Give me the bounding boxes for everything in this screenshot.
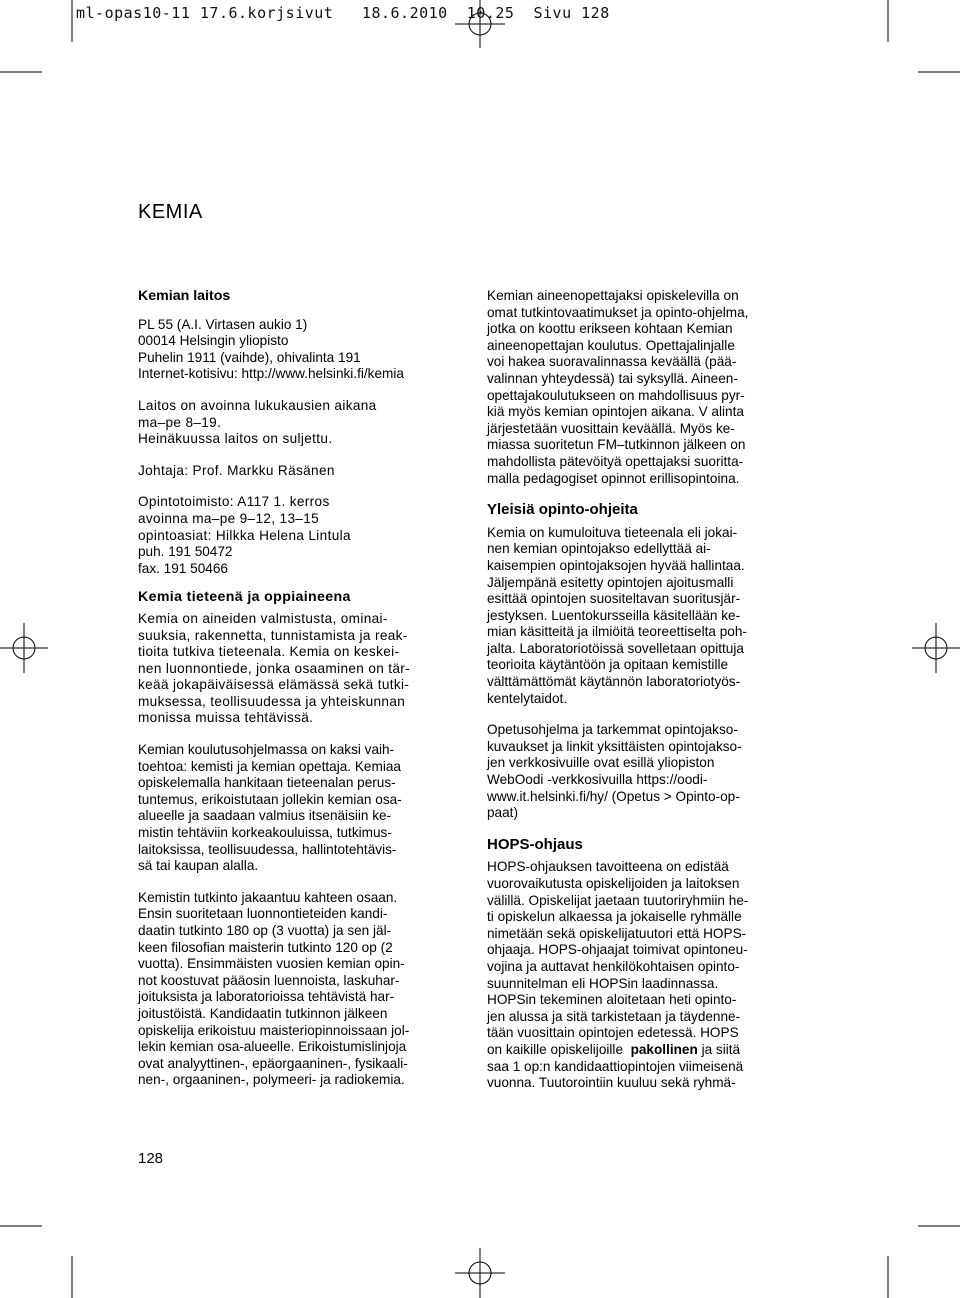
- office-line: avoinna ma–pe 9–12, 13–15: [138, 510, 320, 526]
- text-line: välillä. Opiskelijat jaetaan tuutoriryhmiin he-: [487, 892, 749, 908]
- text-line: suunnitelman eli HOPSin laadinnassa.: [487, 975, 719, 991]
- office-line: fax. 191 50466: [138, 560, 228, 576]
- text-line: joituksista ja laboratorioissa tehtävistä har-: [138, 989, 395, 1005]
- text-line: jen alussa ja sitä tarkistetaan ja täydenne-: [487, 1008, 741, 1024]
- text-line: saa 1 op:n kandidaattiopintojen viimeisenä: [487, 1058, 744, 1074]
- text-line: Kemian koulutusohjelmassa on kaksi vaih-: [138, 742, 395, 758]
- print-slug: ml-opas10-11 17.6.korjsivut 18.6.2010 10.25 Sivu 128: [76, 4, 610, 22]
- text-line: nen kemian opintojakso edellyttää ai-: [487, 541, 711, 557]
- text-line: Kemian aineenopettajaksi opiskelevilla on: [487, 288, 739, 303]
- science-paragraph: [138, 611, 428, 727]
- science-heading: Kemia tieteenä ja oppiaineena: [138, 589, 351, 606]
- office-line: Opintotoimisto: A117 1. kerros: [138, 494, 330, 510]
- text-line: keää jokapäiväisessä elämässä sekä tutki-: [138, 677, 410, 693]
- text-line: Kemistin tutkinto jakaantuu kahteen osaan.: [138, 889, 398, 905]
- text-line: nimetään sekä opiskelijatuutori että HOPS-: [487, 925, 747, 941]
- study-office: [138, 494, 428, 577]
- text-line: ohjaaja. HOPS-ohjaajat toimivat opintoneu-: [487, 942, 748, 958]
- text-line: miassa suoritetun FM–tutkinnon jälkeen on: [487, 437, 746, 453]
- text-line: tään vuosittain opintojen edetessä. HOPS: [487, 1025, 739, 1041]
- page-number: 128: [138, 1150, 164, 1167]
- curriculum-paragraph: [487, 722, 807, 822]
- text-line: tioita tutkiva tieteenala. Kemia on keskei-: [138, 644, 400, 660]
- text-line: jotka on koottu erikseen kohtaan Kemian: [487, 321, 733, 337]
- text-line: Ensin suoritetaan luonnontieteiden kandi-: [138, 906, 388, 922]
- hours-line: Laitos on avoinna lukukausien aikana: [138, 397, 377, 413]
- text-line: vuotta). Ensimmäisten vuosien kemian opin-: [138, 956, 405, 972]
- text-line: tuntemus, erikoistutaan jollekin kemian osa-: [138, 791, 402, 807]
- text-line: välttämättömät käytännön laboratoriotyös-: [487, 674, 741, 690]
- address-line: Puhelin 1911 (vaihde), ohivalinta 191: [138, 349, 361, 365]
- text-line: voi hakea suoravalinnassa keväällä (pää-: [487, 354, 737, 370]
- text-line: kaisempien opintojaksojen hyvää hallintaa.: [487, 557, 745, 573]
- text-line: kiä myös kemian opintojen aikana. V alinta: [487, 404, 744, 420]
- right-column: [487, 288, 807, 1092]
- address-line: Internet-kotisivu: http://www.helsinki.fi/kemia: [138, 366, 404, 382]
- text-line: muksessa, teollisuudessa ja yhteiskunnan: [138, 693, 406, 709]
- opening-hours: [138, 398, 428, 448]
- text-line: not koostuvat pääosin luennoista, laskuhar-: [138, 972, 400, 988]
- text-line: HOPSin tekeminen aloitetaan heti opinto-: [487, 992, 737, 1008]
- text-line: opiskelemalla hankitaan tieteenalan perus-: [138, 775, 396, 791]
- text-line: monissa muissa tehtävissä.: [138, 710, 314, 726]
- text-line: joitustöistä. Kandidaatin tutkinnon jälkeen: [138, 1005, 388, 1021]
- text-fragment: on kaikille opiskelijoille: [487, 1041, 631, 1057]
- general-heading: Yleisiä opinto-ohjeita: [487, 501, 638, 519]
- text-line: järjestetään vuosittain keväällä. Myös ke-: [487, 420, 735, 436]
- left-column: [138, 288, 428, 1089]
- text-line: www.it.helsinki.fi/hy/ (Opetus > Opinto-op-: [487, 788, 740, 804]
- address-line: 00014 Helsingin yliopisto: [138, 333, 289, 349]
- address-block: [138, 317, 428, 383]
- text-line: vuonna. Tuutorointiin kuuluu sekä ryhmä-: [487, 1075, 736, 1091]
- text-fragment: ja siitä: [697, 1041, 741, 1057]
- text-line: malla pedagogiset opinnot erillisopintoina.: [487, 470, 740, 486]
- text-line: teorioita käytäntöön ja opitaan kemistille: [487, 657, 729, 673]
- director: Johtaja: Prof. Markku Räsänen: [138, 462, 335, 478]
- text-line: daatin tutkinto 180 op (3 vuotta) ja sen jäl-: [138, 923, 392, 938]
- text-line: jalta. Laboratoriotöissä sovelletaan opittuja: [487, 640, 744, 656]
- emphasis-mandatory: pakollinen: [630, 1041, 698, 1057]
- text-line: kuvaukset ja linkit yksittäisten opintojakso-: [487, 738, 742, 754]
- hops-heading: HOPS-ohjaus: [487, 835, 583, 853]
- text-line: omat tutkintovaatimukset ja opinto-ohjelma,: [487, 304, 749, 320]
- text-line: mian käsitteitä ja ilmiöitä teoreettiselta poh-: [487, 624, 747, 640]
- teacher-paragraph: [487, 288, 807, 487]
- text-line: opiskelija erikoistuu maisteriopinnoissaan jol-: [138, 1022, 410, 1038]
- text-line: mahdollista pätevöityä opettajaksi suoritta-: [487, 453, 744, 469]
- text-line: keen filosofian maisterin tutkinto 120 op (2: [138, 939, 393, 955]
- text-line: opettajakoulutukseen on mahdollisuus pyr-: [487, 387, 745, 403]
- text-line: vuorovaikutusta opiskelijoiden ja laitoksen: [487, 876, 740, 891]
- section-title: KEMIA: [138, 201, 203, 223]
- hops-paragraph: [487, 859, 807, 1091]
- address-line: PL 55 (A.I. Virtasen aukio 1): [138, 316, 308, 332]
- text-line: nen-, orgaaninen-, polymeeri- ja radiokemia.: [138, 1072, 405, 1088]
- text-line: Kemia on aineiden valmistusta, ominai-: [138, 610, 388, 626]
- text-line: jestyksen. Luentokursseilla käsitellään ke-: [487, 607, 741, 623]
- text-line: valinnan yhteydessä) tai syksyllä. Aineen-: [487, 370, 738, 386]
- degree-paragraph: [138, 890, 428, 1089]
- text-line: Opetusohjelma ja tarkemmat opintojakso-: [487, 722, 738, 738]
- text-line: suuksia, rakennetta, tunnistamista ja reak-: [138, 627, 408, 643]
- text-line: jen verkkosivuille ovat esillä yliopiston: [487, 755, 715, 771]
- text-line: esittää opintojen suositeltavan suoritusjär-: [487, 591, 741, 607]
- text-line: aineenopettajan koulutus. Opettajalinjalle: [487, 337, 735, 353]
- text-line: toehtoa: kemisti ja kemian opettaja. Kemiaa: [138, 758, 401, 774]
- hours-line: Heinäkuussa laitos on suljettu.: [138, 431, 333, 447]
- text-line: nen luonnontiede, jonka osaaminen on tär-: [138, 660, 411, 676]
- text-line: ti opiskelun alkaessa ja jokaiselle ryhmälle: [487, 909, 742, 925]
- text-line: laitoksissa, teollisuudessa, hallintotehtävis-: [138, 841, 397, 857]
- text-line: ovat analyyttinen-, epäorgaaninen-, fysikaali-: [138, 1055, 408, 1071]
- laitos-heading: Kemian laitos: [138, 288, 231, 304]
- text-line: Jäljempänä esitetty opintojen ajoitusmalli: [487, 574, 734, 590]
- office-line: puh. 191 50472: [138, 544, 233, 560]
- programs-paragraph: [138, 742, 428, 875]
- text-line: paat): [487, 805, 518, 821]
- text-line: mistin tehtäviin korkeakouluissa, tutkimus-: [138, 825, 392, 841]
- general-paragraph: [487, 525, 807, 708]
- text-line: lekin kemian osa-alueelle. Erikoistumislinjoja: [138, 1039, 407, 1055]
- text-line: WebOodi -verkkosivuilla https://oodi-: [487, 772, 708, 788]
- text-line: sä tai kaupan alalla.: [138, 858, 259, 874]
- text-line: Kemia on kumuloituva tieteenala eli jokai-: [487, 524, 738, 540]
- office-line: opintoasiat: Hilkka Helena Lintula: [138, 527, 351, 543]
- text-line: alueelle ja saadaan valmius itsenäisiin ke-: [138, 808, 392, 824]
- text-line: [487, 1042, 807, 1059]
- text-line: kentelytaidot.: [487, 690, 568, 706]
- text-line: vojina ja auttavat henkilökohtaisen opinto-: [487, 958, 740, 974]
- text-line: HOPS-ohjauksen tavoitteena on edistää: [487, 859, 729, 875]
- hours-line: ma–pe 8–19.: [138, 414, 222, 430]
